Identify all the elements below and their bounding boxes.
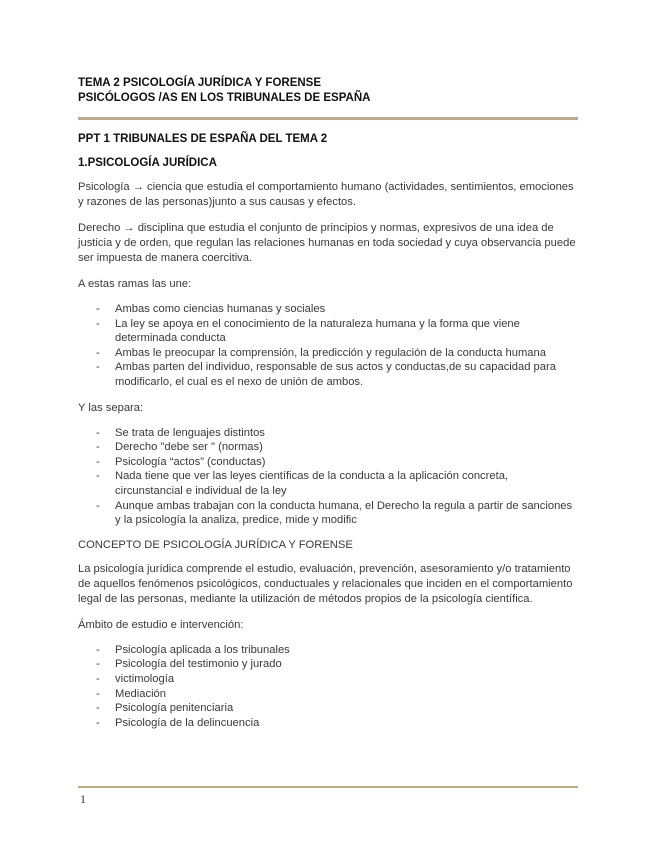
bullet-dash: - [96, 672, 100, 685]
list-item: - Aunque ambas trabajan con la conducta humana, el Derecho la regula a partir de sanciones y la psicología la analiza, predice, mide y modific [96, 499, 573, 527]
ppt-heading: PPT 1 TRIBUNALES DE ESPAÑA DEL TEMA 2 [78, 133, 328, 145]
list-item: - Se trata de lenguajes distintos [96, 426, 265, 439]
header-title-line2: PSICÓLOGOS /AS EN LOS TRIBUNALES DE ESPAÑA [78, 92, 371, 104]
separa-intro: Y las separa: [78, 401, 144, 414]
list-item: - Nada tiene que ver las leyes científicas de la conducta a la aplicación concreta, circunstancial e individual de la ley [96, 470, 509, 497]
ambito-list [78, 643, 578, 731]
bullet-dash: - [96, 716, 100, 729]
bullet-dash: - [96, 687, 100, 700]
header-divider [78, 117, 578, 120]
paragraph-derecho: Derecho → disciplina que estudia el conjunto de principios y normas, expresivos de una idea de justicia y de orden, que regulan las relaciones humanas en toda sociedad y cuya observancia puede ser impuesta de manera coercitiva. [78, 222, 576, 264]
list-item: - Ambas parten del individuo, responsable de sus actos y conductas,de su capacidad para modificarlo, el cual es el nexo de unión de ambos. [96, 361, 556, 388]
header-title-line1: TEMA 2 PSICOLOGÍA JURÍDICA Y FORENSE [78, 77, 322, 89]
list-item: - Mediación [96, 687, 166, 700]
separa-list [78, 426, 578, 528]
une-list [78, 302, 578, 390]
bullet-dash: - [96, 303, 100, 315]
bullet-dash: - [96, 361, 100, 374]
list-item: - La ley se apoya en el conocimiento de la naturaleza humana y la forma que viene determinada conducta [96, 317, 520, 345]
bullet-dash: - [96, 658, 100, 671]
list-item: - Ambas como ciencias humanas y sociales [96, 303, 326, 315]
bullet-dash: - [96, 317, 100, 330]
footer-divider [78, 786, 578, 788]
list-item: - Derecho "debe ser " (normas) [96, 441, 263, 454]
bullet-dash: - [96, 426, 100, 439]
document-header [78, 76, 578, 106]
ambito-intro: Ámbito de estudio e intervención: [78, 618, 244, 631]
list-item: - Psicología “actos” (conductas) [96, 455, 266, 468]
paragraph-concept: La psicología jurídica comprende el estudio, evaluación, prevención, asesoramiento y/o tratamiento de aquellos fenómenos psicológicos, conductuales y relacionales que inciden en el comportamiento legal de las personas, mediante la utilización de métodos propios de la psicología científica. [78, 562, 573, 605]
page-number: 1 [80, 792, 86, 806]
concept-heading: CONCEPTO DE PSICOLOGÍA JURÍDICA Y FORENSE [78, 538, 353, 551]
bullet-dash: - [96, 470, 100, 483]
bullet-dash: - [96, 455, 100, 468]
list-item: - Ambas le preocupar la comprensión, la predicción y regulación de la conducta humana [96, 346, 546, 359]
bullet-dash: - [96, 643, 100, 656]
list-item: - victimología [96, 672, 175, 685]
bullet-dash: - [96, 346, 100, 359]
bullet-dash: - [96, 499, 100, 512]
section-heading: 1.PSICOLOGÍA JURÍDICA [78, 157, 217, 169]
bullet-dash: - [96, 441, 100, 454]
une-intro: A estas ramas las une: [78, 278, 192, 290]
bullet-dash: - [96, 702, 100, 715]
paragraph-psicologia: Psicología → ciencia que estudia el comportamiento humano (actividades, sentimientos, emociones y razones de las personas)junto a sus causas y efectos. [78, 181, 574, 208]
list-item: - Psicología del testimonio y jurado [96, 658, 282, 671]
list-item: - Psicología de la delincuencia [96, 716, 260, 729]
document-page [78, 76, 578, 730]
list-item: - Psicología penitenciaria [96, 702, 234, 715]
list-item: - Psicología aplicada a los tribunales [96, 643, 290, 656]
